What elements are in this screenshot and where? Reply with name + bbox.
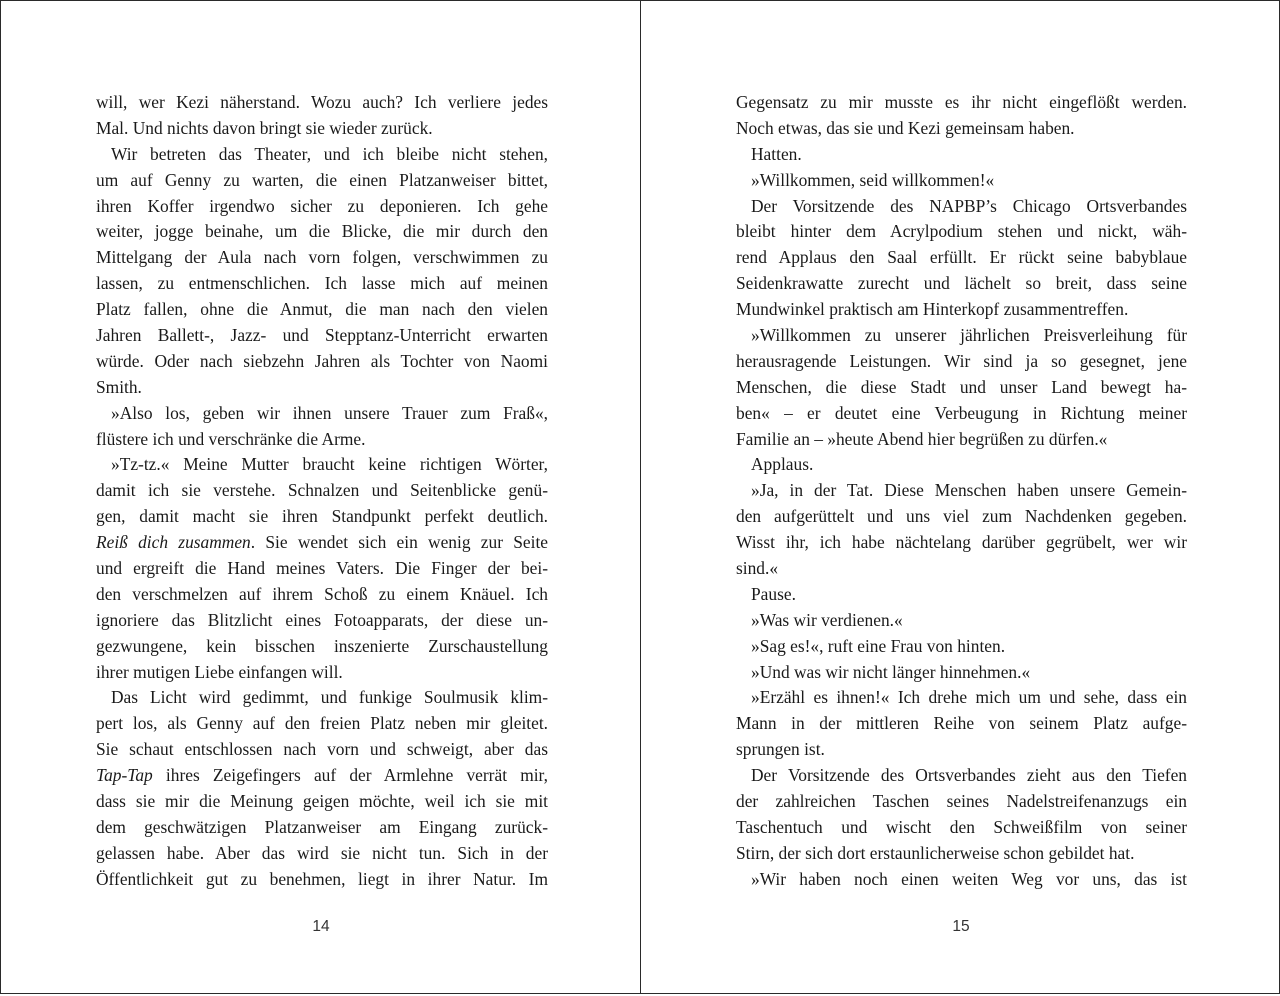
left-page-number: 14	[312, 918, 330, 935]
right-page-number: 15	[952, 918, 970, 935]
text-line: »Und was wir nicht länger hinnehmen.«	[751, 661, 1031, 682]
text-line: gen, damit macht sie ihren Standpunkt perfekt deutlich.	[96, 506, 548, 527]
text-line: »Willkommen, seid willkommen!«	[751, 169, 995, 190]
right-page-text	[736, 90, 1187, 893]
text-line: den verschmelzen auf ihrem Schoß zu einem Knäuel. Ich	[96, 583, 548, 604]
text-line: dem geschwätzigen Platzanweiser am Eingang zurück-	[96, 816, 548, 837]
italic-phrase: Reiß dich zusammen	[96, 532, 251, 553]
left-page-text	[96, 90, 548, 893]
text-column	[736, 90, 1187, 893]
text-line: »Was wir verdienen.«	[751, 609, 903, 630]
text-line: ben« – er deutet eine Verbeugung in Richtung meiner	[736, 402, 1187, 423]
text-line: Seidenkrawatte zurecht und lächelt so breit, dass seine	[736, 273, 1187, 294]
left-page	[0, 0, 641, 994]
text-line: »Ja, in der Tat. Diese Menschen haben unsere Gemein-	[751, 480, 1187, 501]
text-line: Noch etwas, das sie und Kezi gemeinsam haben.	[736, 117, 1075, 138]
text-line: Öffentlichkeit gut zu benehmen, liegt in ihrer Natur. Im	[96, 868, 548, 889]
text-line: Mundwinkel praktisch am Hinterkopf zusammentreffen.	[736, 299, 1129, 320]
text-line: rend Applaus den Saal erfüllt. Er rückt seine babyblaue	[736, 247, 1187, 268]
text-line: »Willkommen zu unserer jährlichen Preisverleihung für	[751, 325, 1187, 346]
text-line: Tap-Tap ihres Zeigefingers auf der Armlehne verrät mir,	[96, 765, 548, 786]
text-line: »Tz-tz.« Meine Mutter braucht keine richtigen Wörter,	[111, 454, 548, 475]
text-line: pert los, als Genny auf den freien Platz neben mir gleitet.	[96, 713, 548, 734]
text-line: »Wir haben noch einen weiten Weg vor uns, das ist	[751, 868, 1187, 889]
text-line: würde. Oder nach siebzehn Jahren als Tochter von Naomi	[96, 350, 548, 371]
text-line: der zahlreichen Taschen seines Nadelstreifenanzugs ein	[736, 791, 1187, 812]
text-line: »Erzähl es ihnen!« Ich drehe mich um und sehe, dass ein	[751, 687, 1187, 708]
text-line: will, wer Kezi näherstand. Wozu auch? Ich verliere jedes	[96, 92, 548, 112]
text-line: Applaus.	[751, 454, 814, 475]
text-line: Stirn, der sich dort erstaunlicherweise schon gebildet hat.	[736, 842, 1135, 863]
text-line: Familie an – »heute Abend hier begrüßen zu dürfen.«	[736, 428, 1108, 449]
text-line: Wir betreten das Theater, und ich bleibe nicht stehen,	[111, 143, 548, 164]
text-line: Smith.	[96, 376, 142, 397]
text-line: damit ich sie verstehe. Schnalzen und Seitenblicke genü-	[96, 480, 548, 501]
text-line: flüstere ich und verschränke die Arme.	[96, 428, 366, 449]
text-line: »Sag es!«, ruft eine Frau von hinten.	[751, 635, 1006, 656]
text-line: ignoriere das Blitzlicht eines Fotoapparats, der diese un-	[96, 609, 548, 630]
text-line: Mal. Und nichts davon bringt sie wieder zurück.	[96, 117, 433, 138]
text-line: ihren Koffer irgendwo sicher zu deponieren. Ich gehe	[96, 195, 548, 216]
text-line: Gegensatz zu mir musste es ihr nicht eingeflößt werden.	[736, 92, 1187, 112]
text-line: Pause.	[751, 583, 796, 604]
text-line: ihrer mutigen Liebe einfangen will.	[96, 661, 343, 682]
text-line: Mann in der mittleren Reihe von seinem Platz aufge-	[736, 713, 1187, 734]
text-line: sind.«	[736, 558, 779, 579]
right-page	[640, 0, 1280, 994]
text-line: Das Licht wird gedimmt, und funkige Soulmusik klim-	[111, 687, 548, 708]
text-line: Taschentuch und wischt den Schweißfilm von seiner	[736, 816, 1187, 837]
text-line: bleibt hinter dem Acrylpodium stehen und nickt, wäh-	[736, 221, 1187, 242]
text-line: gezwungene, kein bisschen inszenierte Zurschaustellung	[96, 635, 548, 656]
text-line: Reiß dich zusammen. Sie wendet sich ein wenig zur Seite	[96, 532, 548, 553]
text-line: Jahren Ballett-, Jazz- und Stepptanz-Unterricht erwarten	[96, 325, 548, 346]
text-line: und ergreift die Hand meines Vaters. Die Finger der bei-	[96, 558, 548, 579]
text-line: Sie schaut entschlossen nach vorn und schweigt, aber das	[96, 739, 548, 760]
text-line: sprungen ist.	[736, 739, 825, 760]
text-line: Platz fallen, ohne die Anmut, die man nach den vielen	[96, 299, 548, 320]
text-line: dass sie mir die Meinung geigen möchte, weil ich sie mit	[96, 791, 548, 812]
text-line: Mittelgang der Aula nach vorn folgen, verschwimmen zu	[96, 247, 548, 268]
text-line: lassen, zu entmenschlichen. Ich lasse mich auf meinen	[96, 273, 548, 294]
text-line: Der Vorsitzende des Ortsverbandes zieht aus den Tiefen	[751, 765, 1187, 786]
italic-phrase: Tap-Tap	[96, 765, 153, 786]
text-line: herausragende Leistungen. Wir sind ja so gesegnet, jene	[736, 350, 1187, 371]
text-line: um auf Genny zu warten, die einen Platzanweiser bittet,	[96, 169, 548, 190]
text-line: den aufgerüttelt und uns viel zum Nachdenken gegeben.	[736, 506, 1187, 527]
text-line: weiter, jogge beinahe, um die Blicke, die mir durch den	[96, 221, 548, 242]
text-line: Wisst ihr, ich habe nächtelang darüber gegrübelt, wer wir	[736, 532, 1187, 553]
text-line: Hatten.	[751, 143, 802, 164]
text-column	[96, 90, 548, 893]
text-line: »Also los, geben wir ihnen unsere Trauer zum Fraß«,	[111, 402, 548, 423]
text-line: Menschen, die diese Stadt und unser Land bewegt ha-	[736, 376, 1187, 397]
text-line: Der Vorsitzende des NAPBP’s Chicago Ortsverbandes	[751, 195, 1187, 216]
text-line: gelassen habe. Aber das wird sie nicht tun. Sich in der	[96, 842, 548, 863]
